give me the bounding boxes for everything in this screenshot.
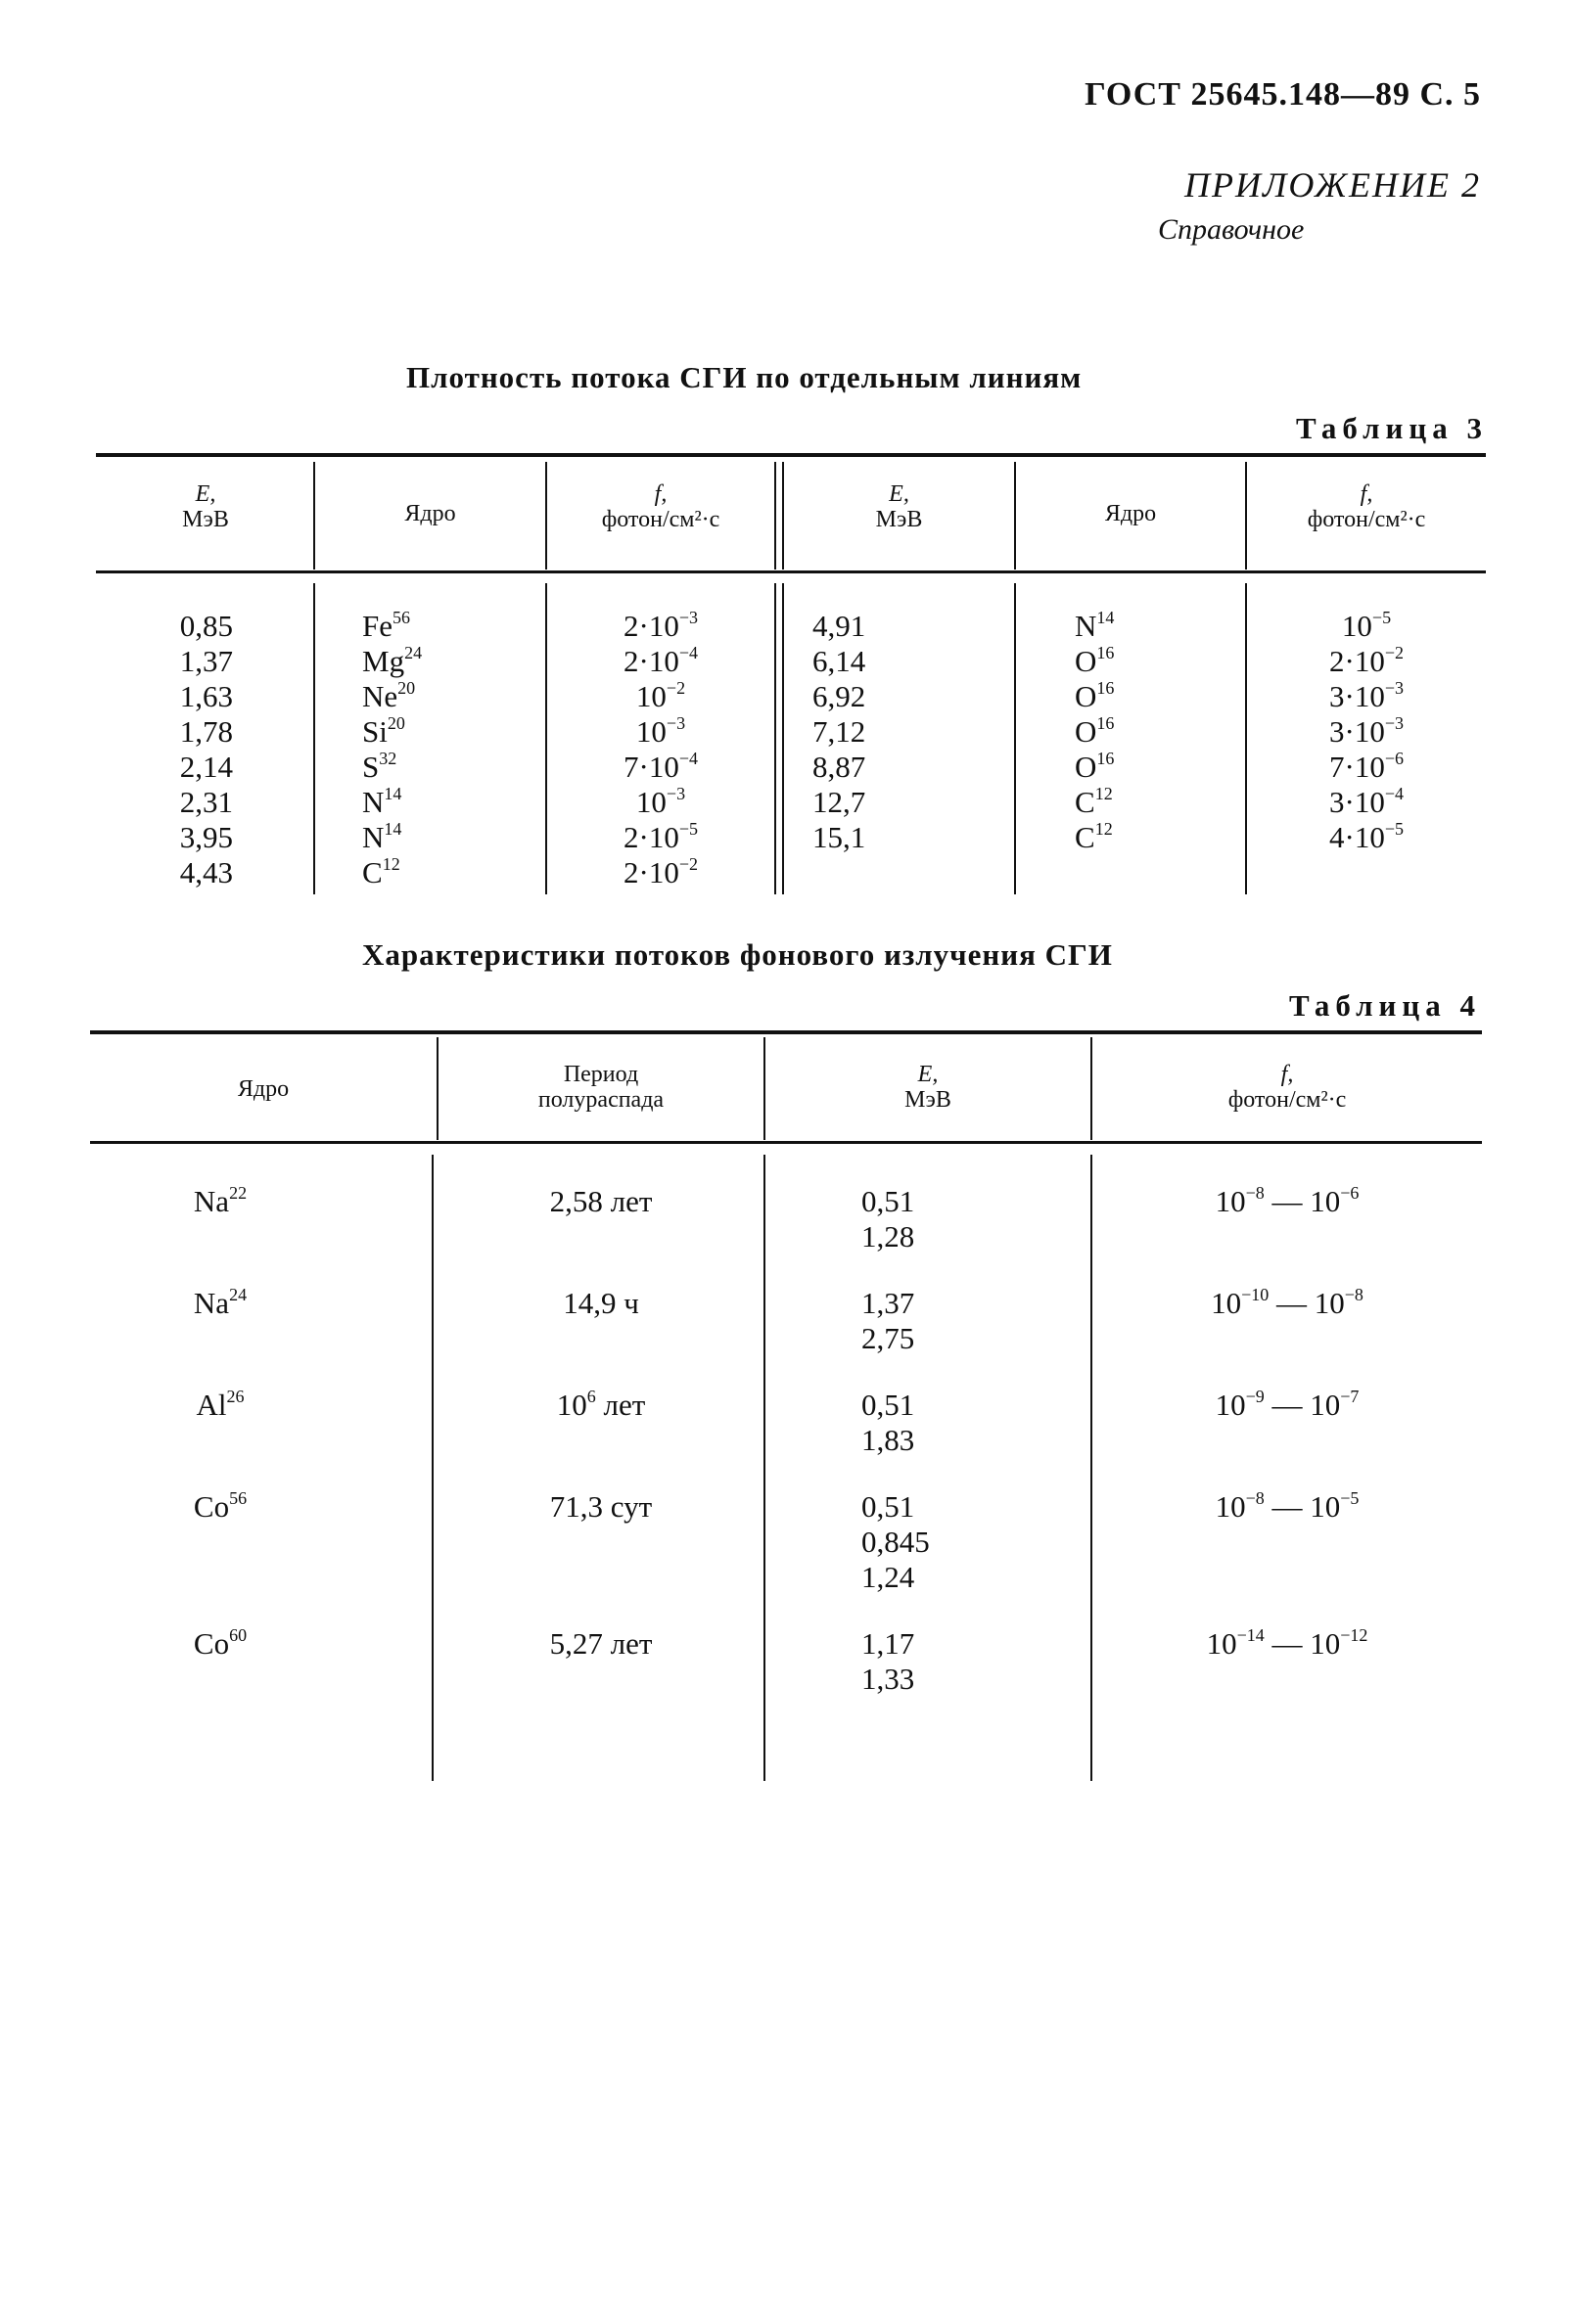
- mass-number: 24: [229, 1285, 248, 1304]
- table4-divider: [432, 1155, 434, 1781]
- energy-value: 1,37: [861, 1286, 915, 1320]
- mass-number: 24: [404, 643, 423, 662]
- flux-mantissa: 10: [1341, 609, 1372, 643]
- energy-cell: 2,14: [179, 750, 233, 784]
- flux-base: 10: [1211, 1286, 1242, 1320]
- nucleus-cell: [1075, 679, 1202, 714]
- flux-cell: [1247, 750, 1486, 785]
- flux-exponent-low: −10: [1241, 1285, 1270, 1304]
- table4-top-rule: [90, 1030, 1482, 1034]
- flux-mantissa: 10: [635, 714, 667, 749]
- nucleus-cell: [1075, 609, 1202, 644]
- mass-number: 12: [1094, 819, 1113, 839]
- table4-nucleus-cell: [147, 1286, 294, 1321]
- table4-flux-cell: [1092, 1184, 1482, 1219]
- element-symbol: S: [362, 750, 380, 784]
- flux-exponent: −3: [1384, 713, 1404, 733]
- mass-number: 14: [1096, 608, 1115, 627]
- flux-mantissa: 3·10: [1329, 679, 1385, 713]
- table4-title: Характеристики потоков фонового излучения СГИ: [362, 937, 1113, 972]
- element-symbol: C: [1075, 785, 1095, 819]
- energy-value: 1,24: [861, 1560, 915, 1594]
- energy-cell: 0,85: [179, 609, 233, 643]
- flux-mantissa: 4·10: [1329, 820, 1385, 854]
- period-unit: лет: [603, 1388, 646, 1422]
- table4-energy-cell: [861, 1626, 979, 1697]
- table3-header-energy: E, МэВ: [182, 481, 229, 532]
- table4-nucleus-cell: [147, 1184, 294, 1219]
- energy-cell: 2,31: [179, 785, 233, 819]
- appendix-type: Справочное: [1158, 213, 1305, 246]
- table3-divider: [1014, 583, 1016, 894]
- period-value: 2,58: [549, 1184, 603, 1218]
- range-dash: —: [1276, 1286, 1307, 1320]
- table4-nucleus-cell: [147, 1388, 294, 1423]
- table4-header-rule: [90, 1141, 1482, 1144]
- table4-flux-cell: [1092, 1489, 1482, 1525]
- energy-cell: 6,92: [812, 679, 866, 713]
- element-symbol: Co: [193, 1489, 230, 1524]
- mass-number: 56: [393, 608, 410, 627]
- energy-cell: 12,7: [812, 785, 866, 819]
- energy-cell: 1,78: [179, 714, 233, 749]
- table3-header-nucleus: Ядро: [404, 501, 456, 526]
- element-symbol: Mg: [362, 644, 405, 678]
- flux-exponent-high: −8: [1344, 1285, 1363, 1304]
- element-symbol: O: [1075, 679, 1097, 713]
- table4-energy-cell: [861, 1489, 979, 1595]
- flux-cell: [547, 609, 774, 644]
- table3-divider: [313, 583, 315, 894]
- element-symbol: Na: [193, 1184, 230, 1218]
- flux-exponent-high: −7: [1340, 1387, 1360, 1406]
- element-symbol: O: [1075, 644, 1097, 678]
- table4-divider: [763, 1155, 765, 1781]
- period-value: 14,9: [563, 1286, 617, 1320]
- mass-number: 60: [229, 1625, 248, 1645]
- flux-exponent: −3: [678, 608, 698, 627]
- period-unit: лет: [610, 1184, 653, 1218]
- flux-base: 10: [1310, 1388, 1341, 1422]
- energy-value: 0,51: [861, 1489, 915, 1524]
- mass-number: 12: [382, 854, 400, 874]
- nucleus-cell: [362, 714, 489, 750]
- table4-nucleus-cell: [147, 1489, 294, 1525]
- flux-cell: [1247, 679, 1486, 714]
- flux-mantissa: 10: [635, 679, 667, 713]
- flux-exponent-high: −5: [1340, 1488, 1360, 1508]
- energy-cell: 7,12: [812, 714, 866, 749]
- flux-exponent: −5: [678, 819, 698, 839]
- flux-exponent-low: −8: [1245, 1183, 1265, 1203]
- flux-mantissa: 3·10: [1329, 714, 1385, 749]
- mass-number: 32: [379, 749, 397, 768]
- mass-number: 12: [1094, 784, 1113, 803]
- table3-flux-column: [547, 609, 774, 890]
- table4-header-nucleus: Ядро: [237, 1076, 290, 1102]
- energy-value: 0,51: [861, 1184, 915, 1218]
- flux-exponent: −2: [666, 678, 686, 698]
- mass-number: 14: [384, 819, 402, 839]
- table4-period-cell: [439, 1626, 763, 1662]
- element-symbol: C: [1075, 820, 1095, 854]
- flux-mantissa: 2·10: [624, 820, 679, 854]
- flux-cell: [547, 785, 774, 820]
- table4-flux-cell: [1092, 1626, 1482, 1662]
- flux-exponent-high: −12: [1340, 1625, 1368, 1645]
- flux-cell: [547, 679, 774, 714]
- nucleus-cell: [1075, 750, 1202, 785]
- period-unit: сут: [610, 1489, 653, 1524]
- flux-exponent: −3: [666, 784, 686, 803]
- mass-number: 20: [387, 713, 405, 733]
- table4-period-cell: [439, 1388, 763, 1423]
- table4-divider: [1090, 1155, 1092, 1781]
- flux-base: 10: [1310, 1489, 1341, 1524]
- flux-exponent-low: −14: [1236, 1625, 1265, 1645]
- flux-exponent: −6: [1384, 749, 1404, 768]
- element-symbol: Co: [193, 1626, 230, 1661]
- flux-cell: [547, 855, 774, 890]
- nucleus-cell: [362, 750, 489, 785]
- nucleus-cell: [1075, 644, 1202, 679]
- period-unit: ч: [624, 1286, 639, 1320]
- flux-exponent: −5: [1371, 608, 1392, 627]
- mass-number: 56: [229, 1488, 248, 1508]
- flux-exponent: −4: [678, 749, 698, 768]
- flux-cell: [547, 644, 774, 679]
- mass-number: 16: [1096, 643, 1115, 662]
- period-unit: лет: [610, 1626, 653, 1661]
- flux-exponent-low: −9: [1245, 1387, 1265, 1406]
- flux-exponent: −2: [1384, 643, 1404, 662]
- flux-exponent: −5: [1384, 819, 1404, 839]
- range-dash: —: [1271, 1388, 1303, 1422]
- energy-cell: 15,1: [812, 820, 866, 854]
- energy-cell: 1,37: [179, 644, 233, 678]
- table3-divider: [774, 583, 776, 894]
- table4-energy-cell: [861, 1388, 979, 1458]
- element-symbol: O: [1075, 714, 1097, 749]
- flux-mantissa: 10: [635, 785, 667, 819]
- table3-energy-column: [106, 609, 233, 890]
- element-symbol: N: [1075, 609, 1097, 643]
- table4-energy-cell: [861, 1184, 979, 1254]
- flux-exponent: −3: [1384, 678, 1404, 698]
- period-value: 10: [556, 1388, 587, 1422]
- nucleus-cell: [362, 855, 489, 890]
- flux-exponent-low: −8: [1245, 1488, 1265, 1508]
- flux-cell: [1247, 609, 1486, 644]
- mass-number: 26: [226, 1387, 245, 1406]
- mass-number: 22: [229, 1183, 248, 1203]
- nucleus-cell: [1075, 714, 1202, 750]
- flux-cell: [1247, 785, 1486, 820]
- energy-cell: 4,43: [179, 855, 233, 889]
- flux-exponent: −4: [1384, 784, 1404, 803]
- flux-cell: [547, 714, 774, 750]
- energy-value: 1,17: [861, 1626, 915, 1661]
- flux-cell: [547, 750, 774, 785]
- flux-mantissa: 2·10: [624, 609, 679, 643]
- table4-period-cell: [439, 1489, 763, 1525]
- table4-energy-cell: [861, 1286, 979, 1356]
- nucleus-cell: [362, 609, 489, 644]
- table4-header-flux: f, фотон/см²·с: [1227, 1062, 1347, 1113]
- table3-header-energy-2: E, МэВ: [875, 481, 923, 532]
- element-symbol: C: [362, 855, 383, 889]
- flux-base: 10: [1310, 1626, 1341, 1661]
- flux-exponent: −4: [678, 643, 698, 662]
- table4-period-cell: [439, 1286, 763, 1321]
- energy-cell: 4,91: [812, 609, 866, 643]
- table3-divider: [782, 583, 784, 894]
- table4-header-energy: E, МэВ: [904, 1062, 951, 1113]
- element-symbol: O: [1075, 750, 1097, 784]
- mass-number: 20: [397, 678, 416, 698]
- nucleus-cell: [362, 820, 489, 855]
- energy-value: 1,28: [861, 1219, 915, 1253]
- period-value: 71,3: [549, 1489, 604, 1524]
- period-exponent: 6: [586, 1387, 596, 1406]
- energy-cell: 8,87: [812, 750, 866, 784]
- flux-cell: [1247, 820, 1486, 855]
- flux-mantissa: 7·10: [624, 750, 679, 784]
- table3-header-flux: f, фотон/см²·с: [601, 481, 720, 532]
- flux-cell: [547, 820, 774, 855]
- table3-nucleus-column-2: [1075, 609, 1202, 855]
- element-symbol: Al: [196, 1388, 227, 1422]
- table3-divider: [774, 462, 776, 570]
- element-symbol: N: [362, 820, 385, 854]
- nucleus-cell: [362, 644, 489, 679]
- element-symbol: Fe: [362, 609, 393, 643]
- range-dash: —: [1271, 1184, 1303, 1218]
- flux-mantissa: 2·10: [1329, 644, 1385, 678]
- flux-exponent: −2: [678, 854, 698, 874]
- mass-number: 16: [1096, 713, 1115, 733]
- table3-header-rule: [96, 570, 1486, 573]
- energy-cell: 6,14: [812, 644, 866, 678]
- flux-base: 10: [1215, 1388, 1246, 1422]
- element-symbol: Ne: [362, 679, 398, 713]
- table3-nucleus-column: [362, 609, 489, 890]
- element-symbol: Si: [362, 714, 388, 749]
- table4-flux-cell: [1092, 1388, 1482, 1423]
- flux-base: 10: [1215, 1489, 1246, 1524]
- flux-exponent: −3: [666, 713, 686, 733]
- flux-base: 10: [1310, 1184, 1341, 1218]
- table3-flux-column-2: [1247, 609, 1486, 855]
- energy-value: 2,75: [861, 1321, 915, 1355]
- table4-nucleus-cell: [147, 1626, 294, 1662]
- nucleus-cell: [1075, 785, 1202, 820]
- flux-mantissa: 7·10: [1329, 750, 1385, 784]
- table3-energy-column-2: [812, 609, 940, 855]
- range-dash: —: [1271, 1626, 1303, 1661]
- nucleus-cell: [362, 785, 489, 820]
- nucleus-cell: [362, 679, 489, 714]
- table4-period-cell: [439, 1184, 763, 1219]
- element-symbol: Na: [193, 1286, 230, 1320]
- flux-cell: [1247, 714, 1486, 750]
- flux-base: 10: [1314, 1286, 1345, 1320]
- appendix-title: ПРИЛОЖЕНИЕ 2: [1184, 165, 1481, 205]
- range-dash: —: [1271, 1489, 1303, 1524]
- table3-header-flux-2: f, фотон/см²·с: [1307, 481, 1426, 532]
- table4-flux-cell: [1092, 1286, 1482, 1321]
- table4-header-period: Период полураспада: [537, 1062, 665, 1113]
- nucleus-cell: [1075, 820, 1202, 855]
- flux-mantissa: 3·10: [1329, 785, 1385, 819]
- flux-exponent-high: −6: [1340, 1183, 1360, 1203]
- energy-value: 0,845: [861, 1525, 930, 1559]
- energy-value: 1,83: [861, 1423, 915, 1457]
- period-value: 5,27: [549, 1626, 603, 1661]
- table3-top-rule: [96, 453, 1486, 457]
- flux-mantissa: 2·10: [624, 644, 679, 678]
- energy-cell: 1,63: [179, 679, 233, 713]
- energy-value: 0,51: [861, 1388, 915, 1422]
- table4-label: Таблица 4: [1289, 988, 1481, 1023]
- table3-label: Таблица 3: [1296, 411, 1488, 445]
- table3-header-nucleus-2: Ядро: [1104, 501, 1157, 526]
- flux-mantissa: 2·10: [624, 855, 679, 889]
- energy-value: 1,33: [861, 1662, 915, 1696]
- energy-cell: 3,95: [179, 820, 233, 854]
- mass-number: 16: [1096, 678, 1115, 698]
- flux-base: 10: [1206, 1626, 1237, 1661]
- element-symbol: N: [362, 785, 385, 819]
- flux-base: 10: [1215, 1184, 1246, 1218]
- flux-cell: [1247, 644, 1486, 679]
- mass-number: 14: [384, 784, 402, 803]
- mass-number: 16: [1096, 749, 1115, 768]
- document-code: ГОСТ 25645.148—89 С. 5: [1085, 76, 1481, 113]
- table3-title: Плотность потока СГИ по отдельным линиям: [406, 360, 1083, 394]
